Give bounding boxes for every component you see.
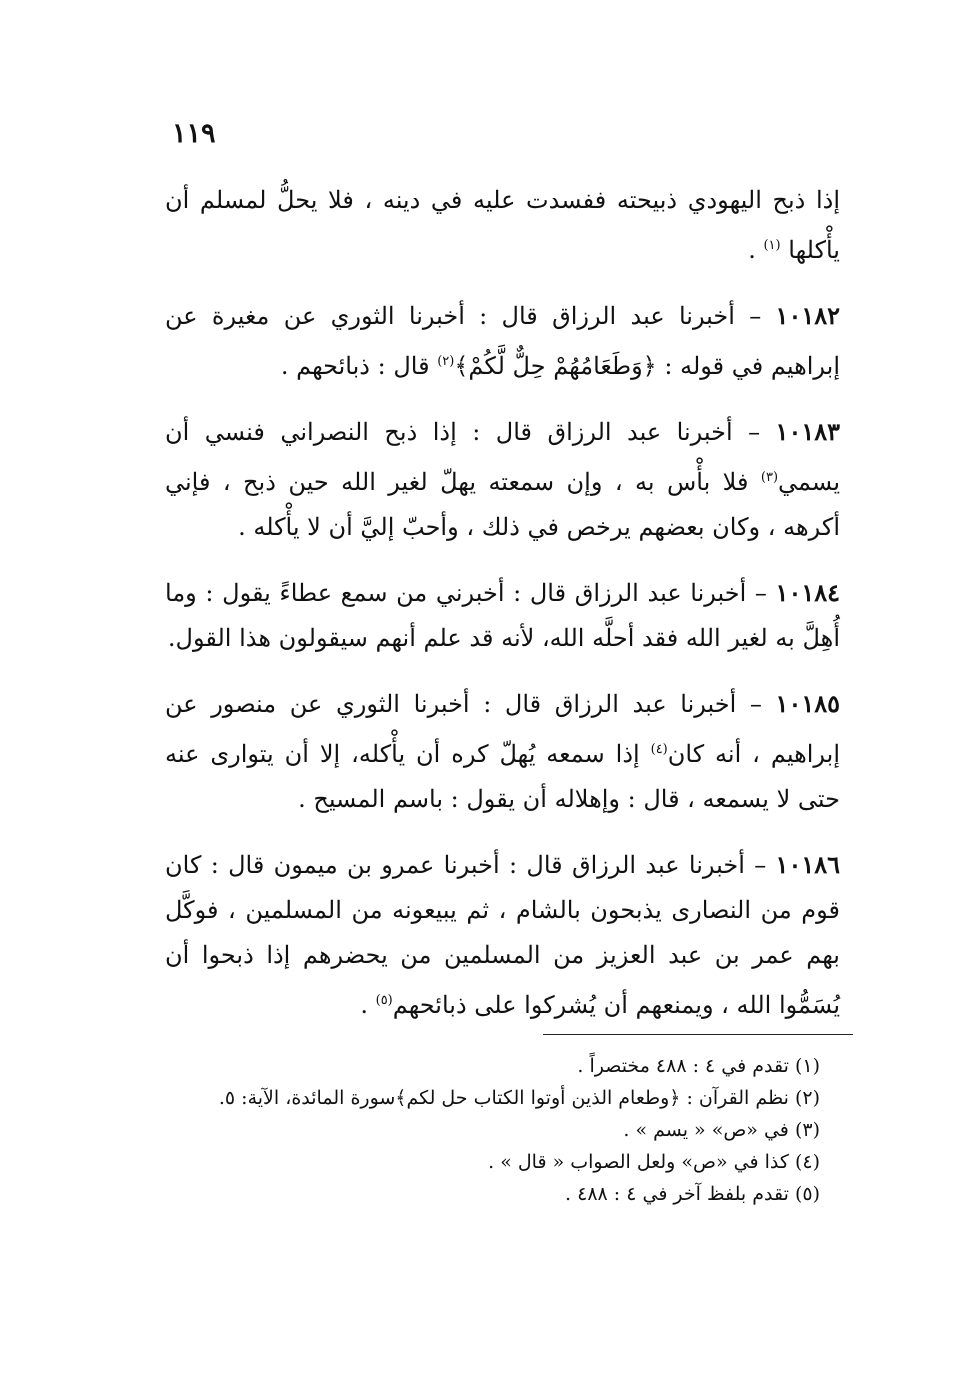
entry-text-continued: . [360, 991, 376, 1019]
entry-text: – أخبرنا عبد الرزاق قال : أخبرنا الثوري عن منصور عن إبراهيم ، أنه كان [165, 690, 840, 768]
entry-text: – أخبرنا عبد الرزاق قال : إذا ذبح النصراني فنسي أن يسمي [165, 418, 840, 496]
footnote-ref: (٣) [760, 470, 779, 485]
footnote-2 [165, 1082, 820, 1114]
page-number: ١١٩ [172, 118, 216, 149]
footnote-number: (٣) [794, 1119, 820, 1141]
entry-10185 [165, 681, 840, 822]
footnote-number: (٥) [794, 1183, 820, 1205]
footnote-divider [543, 1034, 853, 1035]
entry-10182 [165, 293, 840, 389]
footnotes [165, 1050, 820, 1210]
entry-number: ١٠١٨٤ [775, 578, 840, 607]
entry-text-continued: فلا بأْس به ، وإن سمعته يهلّ لغير الله حين ذبح ، فإني أكرهه ، وكان بعضهم يرخص في ذلك ، وأحبّ إليَّ أن لا يأْكله . [165, 468, 840, 541]
footnote-number: (٤) [794, 1151, 820, 1173]
entry-number: ١٠١٨٦ [775, 850, 840, 879]
entry-text: – أخبرنا عبد الرزاق قال : أخبرني من سمع عطاءً يقول : وما أُهِلَّ به لغير الله فقد أحلَّه الله، لأنه قد علم أنهم سيقولون هذا القول. [165, 579, 840, 652]
footnote-text: تقدم بلفظ آخر في ٤ : ٤٨٨ . [565, 1183, 789, 1205]
entry-text: – أخبرنا عبد الرزاق قال : أخبرنا الثوري عن مغيرة عن إبراهيم في قوله : ﴿وَطَعَامُهُمْ حِلٌّ لَّكُمْ﴾ [165, 302, 840, 380]
footnote-4 [165, 1146, 820, 1178]
footnote-1 [165, 1050, 820, 1082]
footnote-number: (٢) [794, 1087, 820, 1109]
footnote-ref: (٤) [650, 742, 668, 757]
footnote-ref: (١) [763, 238, 781, 253]
footnote-number: (١) [794, 1055, 820, 1077]
main-text [165, 178, 840, 1048]
entry-number: ١٠١٨٥ [775, 689, 840, 718]
footnote-3 [165, 1114, 820, 1146]
footnote-ref: (٢) [437, 354, 455, 369]
footnote-text: في «ص» « يسم » . [623, 1119, 789, 1141]
entry-10186 [165, 842, 840, 1028]
entry-number: ١٠١٨٢ [775, 301, 840, 330]
entry-number: ١٠١٨٣ [775, 417, 840, 446]
footnote-ref: (٥) [375, 993, 393, 1008]
intro-end: . [748, 236, 764, 264]
entry-text-continued: قال : ذبائحهم . [280, 352, 438, 380]
entry-10183 [165, 409, 840, 550]
footnote-text: كذا في «ص» ولعل الصواب « قال » . [488, 1151, 789, 1173]
footnote-5 [165, 1178, 820, 1210]
footnote-text: تقدم في ٤ : ٤٨٨ مختصراً . [577, 1055, 789, 1077]
entry-10184 [165, 570, 840, 661]
entry-text: – أخبرنا عبد الرزاق قال : أخبرنا عمرو بن ميمون قال : كان قوم من النصارى يذبحون بالشام ، ثم يبيعونه من المسلمين ، فوكَّل بهم عمر بن عبد العزيز من المسلمين من يحضرهم إذا ذبحوا أن يُسَمُّوا الله ، ويمنعهم أن يُشركوا على ذبائحهم [165, 851, 840, 1019]
intro-text: إذا ذبح اليهودي ذبيحته ففسدت عليه في دينه ، فلا يحلُّ لمسلم أن يأْكلها [165, 186, 840, 264]
footnote-text: نظم القرآن : ﴿وطعام الذين أوتوا الكتاب حل لكم﴾سورة المائدة، الآية: ٥. [218, 1087, 789, 1109]
intro-paragraph [165, 178, 840, 273]
entry-text-continued: إذا سمعه يُهلّ كره أن يأْكله، إلا أن يتوارى عنه حتى لا يسمعه ، قال : وإهلاله أن يقول : باسم المسيح . [165, 740, 840, 813]
